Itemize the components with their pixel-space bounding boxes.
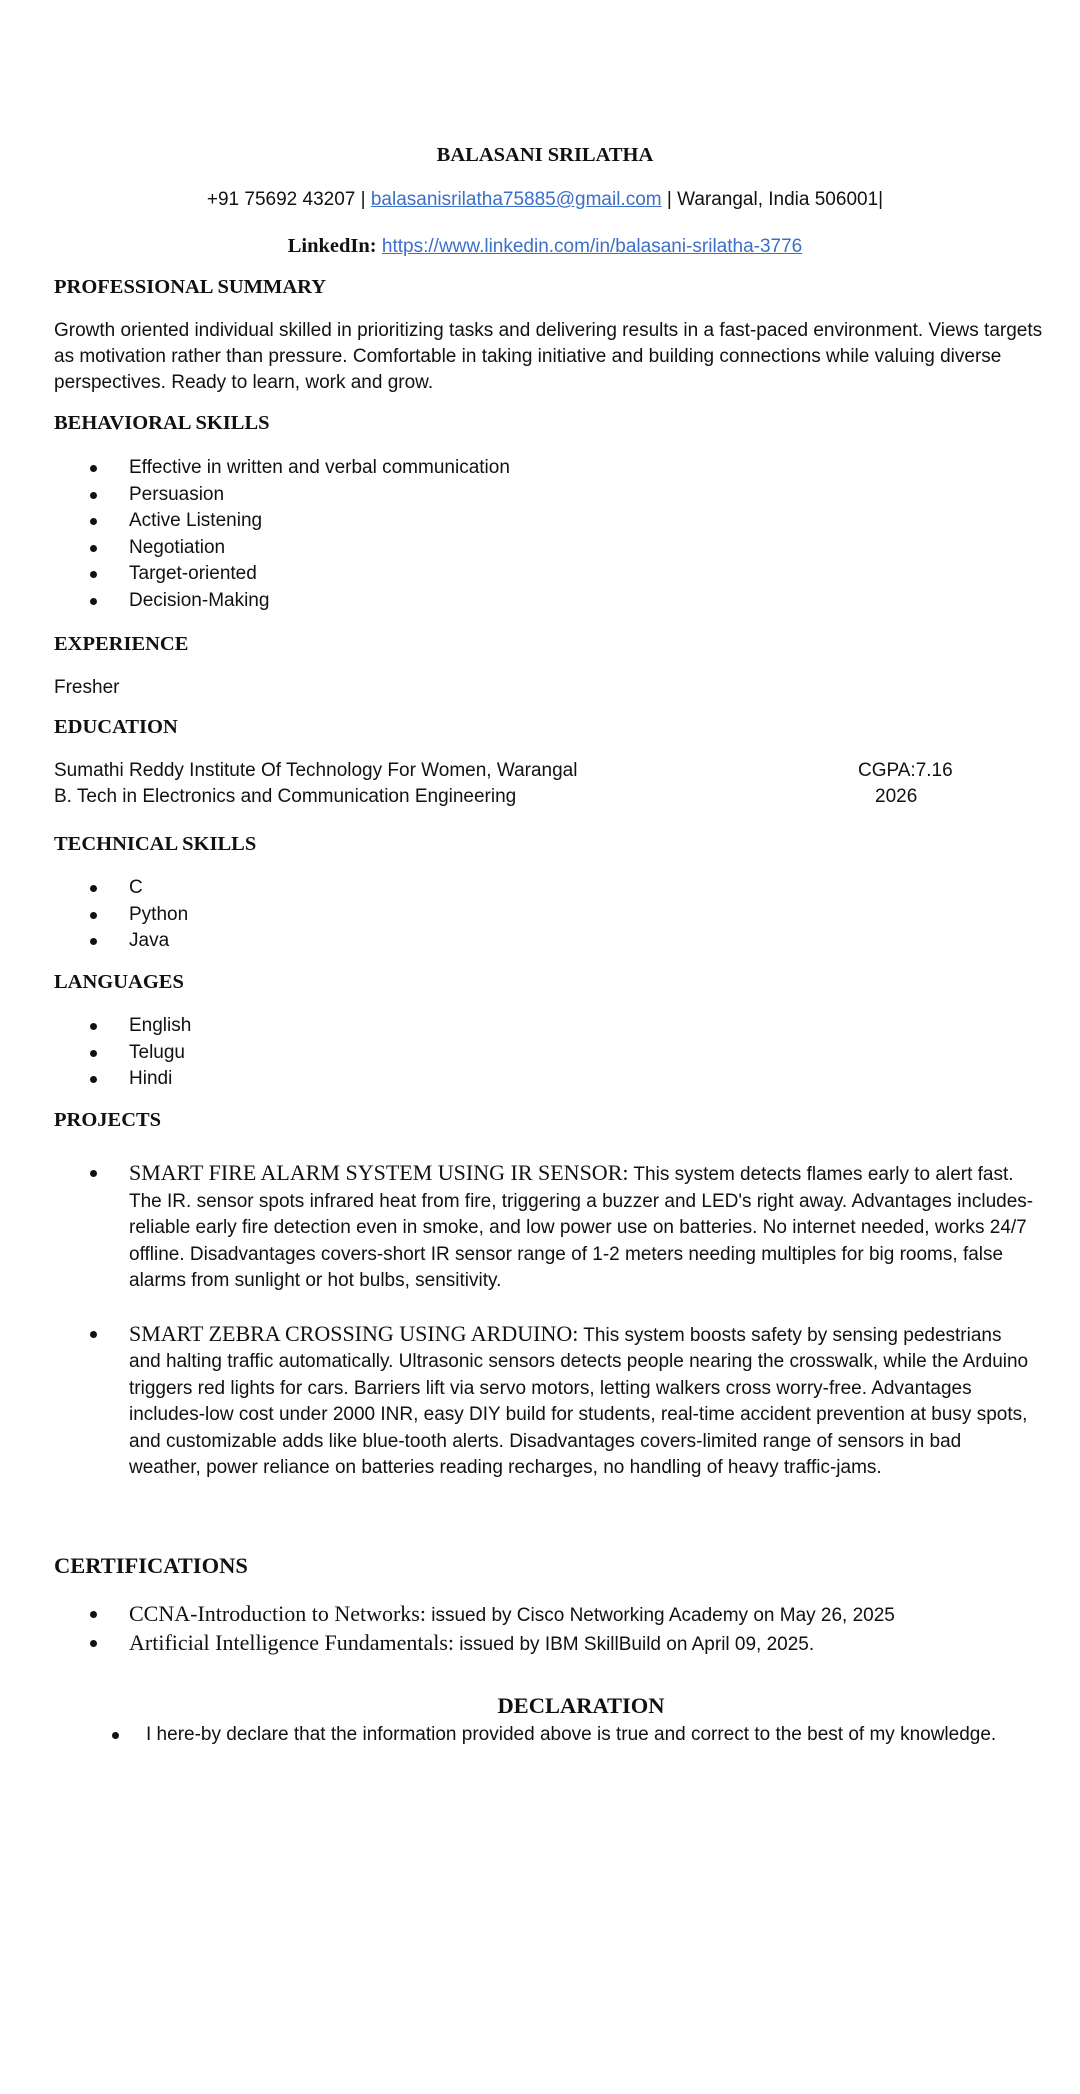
- bullet-icon: [90, 465, 97, 472]
- projects-list: [54, 1160, 1034, 1482]
- candidate-name: BALASANI SRILATHA: [436, 144, 654, 166]
- project-item: [54, 1321, 1034, 1482]
- technical-list: [54, 875, 188, 955]
- location: Warangal, India 506001|: [677, 189, 884, 210]
- certification-item: [54, 1601, 895, 1630]
- bullet-icon: [90, 912, 97, 919]
- list-item: [54, 588, 510, 615]
- linkedin-line: [0, 235, 1080, 258]
- certification-issuer: issued by Cisco Networking Academy on May 26, 2025: [425, 1605, 895, 1626]
- degree-name: B. Tech in Electronics and Communication Engineering: [54, 786, 517, 807]
- graduation-year: 2026: [875, 786, 918, 807]
- bullet-icon: [90, 545, 97, 552]
- bullet-icon: [90, 1640, 97, 1647]
- linkedin-link[interactable]: https://www.linkedin.com/in/balasani-srilatha-3776: [381, 236, 803, 257]
- bullet-icon: [90, 518, 97, 525]
- certification-title: Artificial Intelligence Fundamentals:: [129, 1629, 455, 1655]
- list-item-text: Java: [129, 930, 170, 951]
- summary-heading: PROFESSIONAL SUMMARY: [54, 276, 327, 298]
- list-item: [54, 455, 510, 482]
- list-item-text: Active Listening: [129, 510, 263, 531]
- certifications-list: [54, 1601, 895, 1658]
- phone-number: +91 75692 43207: [206, 189, 356, 210]
- linkedin-label: LinkedIn:: [287, 235, 377, 257]
- list-item: [54, 902, 188, 929]
- list-item-text: Effective in written and verbal communication: [129, 457, 510, 478]
- behavioral-heading: BEHAVIORAL SKILLS: [54, 412, 270, 434]
- technical-heading: TECHNICAL SKILLS: [54, 833, 257, 855]
- separator: |: [666, 189, 672, 210]
- list-item-text: English: [129, 1015, 192, 1036]
- cgpa: CGPA:7.16: [858, 760, 953, 781]
- list-item: [54, 1040, 191, 1067]
- bullet-icon: [90, 1611, 97, 1618]
- certification-issuer: issued by IBM SkillBuild on April 09, 2025.: [454, 1633, 815, 1655]
- project-title: SMART ZEBRA CROSSING USING ARDUINO:: [129, 1320, 579, 1346]
- certification-item: [54, 1630, 895, 1659]
- list-item: [54, 1013, 191, 1040]
- list-item-text: Hindi: [129, 1068, 173, 1089]
- education-row-degree: [54, 786, 1054, 808]
- list-item: [54, 508, 510, 535]
- bullet-icon: [90, 492, 97, 499]
- summary-text: Growth oriented individual skilled in prioritizing tasks and delivering results in a fast-paced environment. Views targets as motivation rather than pressure. Comfortable in taking initiative and building connections while valuing diverse perspectives. Ready to learn, work and grow.: [54, 320, 1043, 393]
- bullet-icon: [90, 598, 97, 605]
- languages-list: [54, 1013, 191, 1093]
- education-heading: EDUCATION: [54, 716, 178, 738]
- bullet-icon: [90, 1076, 97, 1083]
- declaration-text: I here-by declare that the information provided above is true and correct to the best of my knowledge.: [146, 1724, 997, 1745]
- experience-heading: EXPERIENCE: [54, 633, 189, 655]
- list-item: [54, 928, 188, 955]
- institution-name: Sumathi Reddy Institute Of Technology For Women, Warangal: [54, 760, 578, 781]
- bullet-icon: [90, 1331, 97, 1338]
- bullet-icon: [112, 1732, 119, 1739]
- declaration-heading: DECLARATION: [497, 1693, 665, 1718]
- list-item-text: C: [129, 877, 143, 898]
- list-item-text: Negotiation: [129, 536, 226, 558]
- list-item: [54, 535, 510, 562]
- project-description: This system boosts safety by sensing pedestrians and halting traffic automatically. Ultrasonic sensors detects people nearing the crosswalk, while the Arduino triggers red lights for cars. Barriers lift via servo motors, letting walkers cross worry-free. Advantages includes-low cost under 2000 INR, easy DIY build for students, real-time accident prevention at busy spots, and customizable adds like blue-tooth alerts. Disadvantages covers-limited range of sensors in bad weather, power reliance on batteries reading recharges, no handling of heavy traffic-jams.: [129, 1324, 1029, 1478]
- bullet-icon: [90, 885, 97, 892]
- list-item-text: Persuasion: [129, 483, 225, 505]
- list-item: [54, 1066, 191, 1093]
- certifications-heading: CERTIFICATIONS: [54, 1553, 248, 1578]
- list-item: [54, 482, 510, 509]
- bullet-icon: [90, 1023, 97, 1030]
- list-item: [54, 561, 510, 588]
- list-item-text: Target-oriented: [129, 563, 257, 584]
- list-item-text: Python: [129, 903, 189, 925]
- bullet-icon: [90, 1050, 97, 1057]
- email-link[interactable]: balasanisrilatha75885@gmail.com: [370, 189, 662, 210]
- declaration-list: [70, 1722, 996, 1749]
- certification-title: CCNA-Introduction to Networks:: [129, 1601, 426, 1626]
- projects-heading: PROJECTS: [54, 1109, 162, 1131]
- languages-heading: LANGUAGES: [54, 971, 184, 993]
- contact-line: [0, 189, 1080, 211]
- project-title: SMART FIRE ALARM SYSTEM USING IR SENSOR:: [129, 1160, 629, 1185]
- behavioral-list: [54, 455, 510, 614]
- project-description: This system detects flames early to alert fast. The IR. sensor spots infrared heat from fire, triggering a buzzer and LED's right away. Advantages includes-reliable early fire detection even in smoke, and low power use on batteries. No internet needed, works 24/7 offline. Disadvantages covers-short IR sensor range of 1-2 meters needing multiples for big rooms, false alarms from sunlight or hot bulbs, sensitivity.: [129, 1164, 1034, 1291]
- project-item: [54, 1160, 1034, 1295]
- list-item: [54, 875, 188, 902]
- bullet-icon: [90, 571, 97, 578]
- bullet-icon: [90, 938, 97, 945]
- bullet-icon: [90, 1170, 97, 1177]
- education-row-institution: [54, 760, 1054, 782]
- list-item-text: Decision-Making: [129, 589, 270, 611]
- declaration-item: [70, 1722, 996, 1749]
- experience-text: Fresher: [54, 677, 120, 698]
- separator: |: [360, 189, 366, 210]
- list-item-text: Telugu: [129, 1041, 185, 1063]
